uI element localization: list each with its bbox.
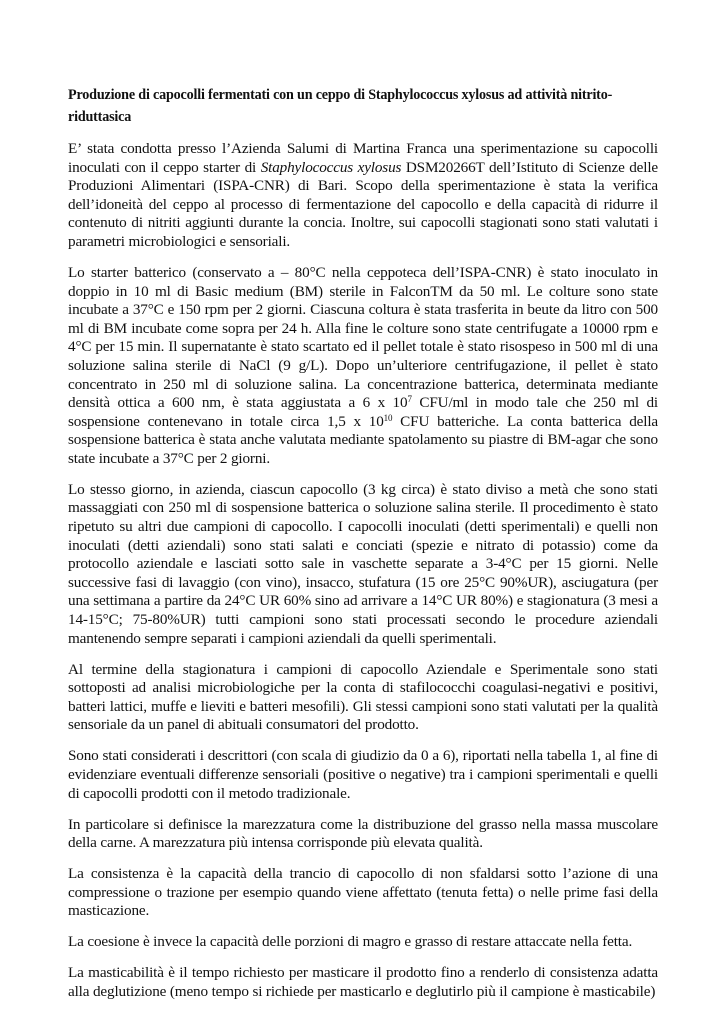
document-title: Produzione di capocolli fermentati con un ceppo di Staphylococcus xylosus ad attività nitrito-riduttasica [68, 86, 613, 125]
paragraph-analysis: Al termine della stagionatura i campioni di capocollo Aziendale e Sperimentale sono stati sottoposti ad analisi microbiologiche per la conta di stafilococchi coagulasi-negativi e positivi, batteri lattici, muffe e lieviti e batteri mesofili). Gli stessi campioni sono stati valutati per la qualità sensoriale da un panel di abituali consumatori del prodotto. [68, 660, 658, 734]
paragraph-chewability: La masticabilità è il tempo richiesto per masticare il prodotto fino a renderlo di consistenza adatta alla deglutizione (meno tempo si richiede per masticarlo e deglutirlo più il campione è masticabile) [68, 964, 658, 1000]
document-page [68, 84, 658, 1014]
paragraph-cohesion: La coesione è invece la capacità delle porzioni di magro e grasso di restare attaccate nella fetta. [68, 933, 633, 951]
paragraph-starter-preparation [68, 264, 658, 469]
exponent: 10 [383, 412, 393, 423]
exponent: 7 [407, 394, 412, 405]
paragraph-text: E’ stata condotta presso l’Azienda Salumi di Martina Franca una sperimentazione su capocolli inoculati con il ceppo starter di [68, 140, 658, 176]
paragraph-text: DSM20266T dell’Istituto di Scienze delle Produzioni Alimentari (ISPA-CNR) di Bari. Scopo della sperimentazione è stata la verifica dell’idoneità del ceppo al processo di fermentazione del capocollo e della capacità di ridurre il contenuto di nitriti aggiunti durante la concia. Inoltre, sui capocolli stagionati sono stati valutati i parametri microbiologici e sensoriali. [68, 158, 658, 250]
paragraph-consistency: La consistenza è la capacità della trancio di capocollo di non sfaldarsi sotto l’azione di una compressione o trazione per esempio quando viene affettato (tenuta fetta) o nelle prime fasi della masticazione. [68, 865, 658, 920]
paragraph-marbling: In particolare si definisce la marezzatura come la distribuzione del grasso nella massa muscolare della carne. A marezzatura più intensa corrisponde più elevata qualità. [68, 815, 658, 852]
paragraph-text: Lo starter batterico (conservato a – 80°C nella ceppoteca dell’ISPA-CNR) è stato inoculato in doppio in 10 ml di Basic medium (BM) sterile in FalconTM da 50 ml. Le colture sono state incubate a 37°C e 150 rpm per 2 giorni. Ciascuna coltura è stata trasferita in beute da litro con 500 ml di BM incubate come sopra per 24 h. Alla fine le colture sono state centrifugate a 10000 rpm e 4°C per 15 min. Il supernatante è stato scartato ed il pellet totale è stato risospeso in 500 ml di una soluzione salina sterile di NaCl (9 g/L). Dopo un’ulteriore centrifugazione, il pellet è stato concentrato in 250 ml di soluzione salina. La concentrazione batterica, determinata mediante densità ottica a 600 nm, è stata aggiustata a 6 x 10 [68, 263, 658, 412]
paragraph-descriptors: Sono stati considerati i descrittori (con scala di giudizio da 0 a 6), riportati nella tabella 1, al fine di evidenziare eventuali differenze sensoriali (positive o negative) tra i campioni sperimentali e quelli di capocolli prodotti con il metodo tradizionale. [68, 747, 658, 802]
paragraph-text: CFU batteriche. La conta batterica della sospensione batterica è stata anche valutata mediante spatolamento su piastre di BM-agar che sono state incubate a 37°C per 2 giorni. [68, 412, 658, 467]
paragraph-text: CFU/ml in modo tale che 250 ml di sospensione contenevano in totale circa 1,5 x 10 [68, 394, 658, 430]
species-name: Staphylococcus xylosus [260, 158, 402, 176]
paragraph-processing: Lo stesso giorno, in azienda, ciascun capocollo (3 kg circa) è stato diviso a metà che sono stati massaggiati con 250 ml di sospensione batterica o soluzione salina sterile. Il procedimento è stato ripetuto su altri due campioni di capocollo. I capocolli inoculati (detti sperimentali) e quelli non inoculati (detti aziendali) sono stati salati e conciati (spezie e nitrato di potassio) come da protocollo aziendale e lasciati sotto sale in vaschette separate a 3-4°C per 15 giorni. Nelle successive fasi di lavaggio (con vino), insacco, stufatura (15 ore 25°C 90%UR), asciugatura (per una settimana a partire da 24°C UR 60% sino ad arrivare a 14°C UR 80%) e stagionatura (3 mesi a 14-15°C; 75-80%UR) tutti campioni sono stati processati secondo le procedure aziendali mantenendo sempre separati i campioni aziendali da quelli sperimentali. [68, 480, 658, 647]
paragraph-introduction [68, 140, 658, 252]
